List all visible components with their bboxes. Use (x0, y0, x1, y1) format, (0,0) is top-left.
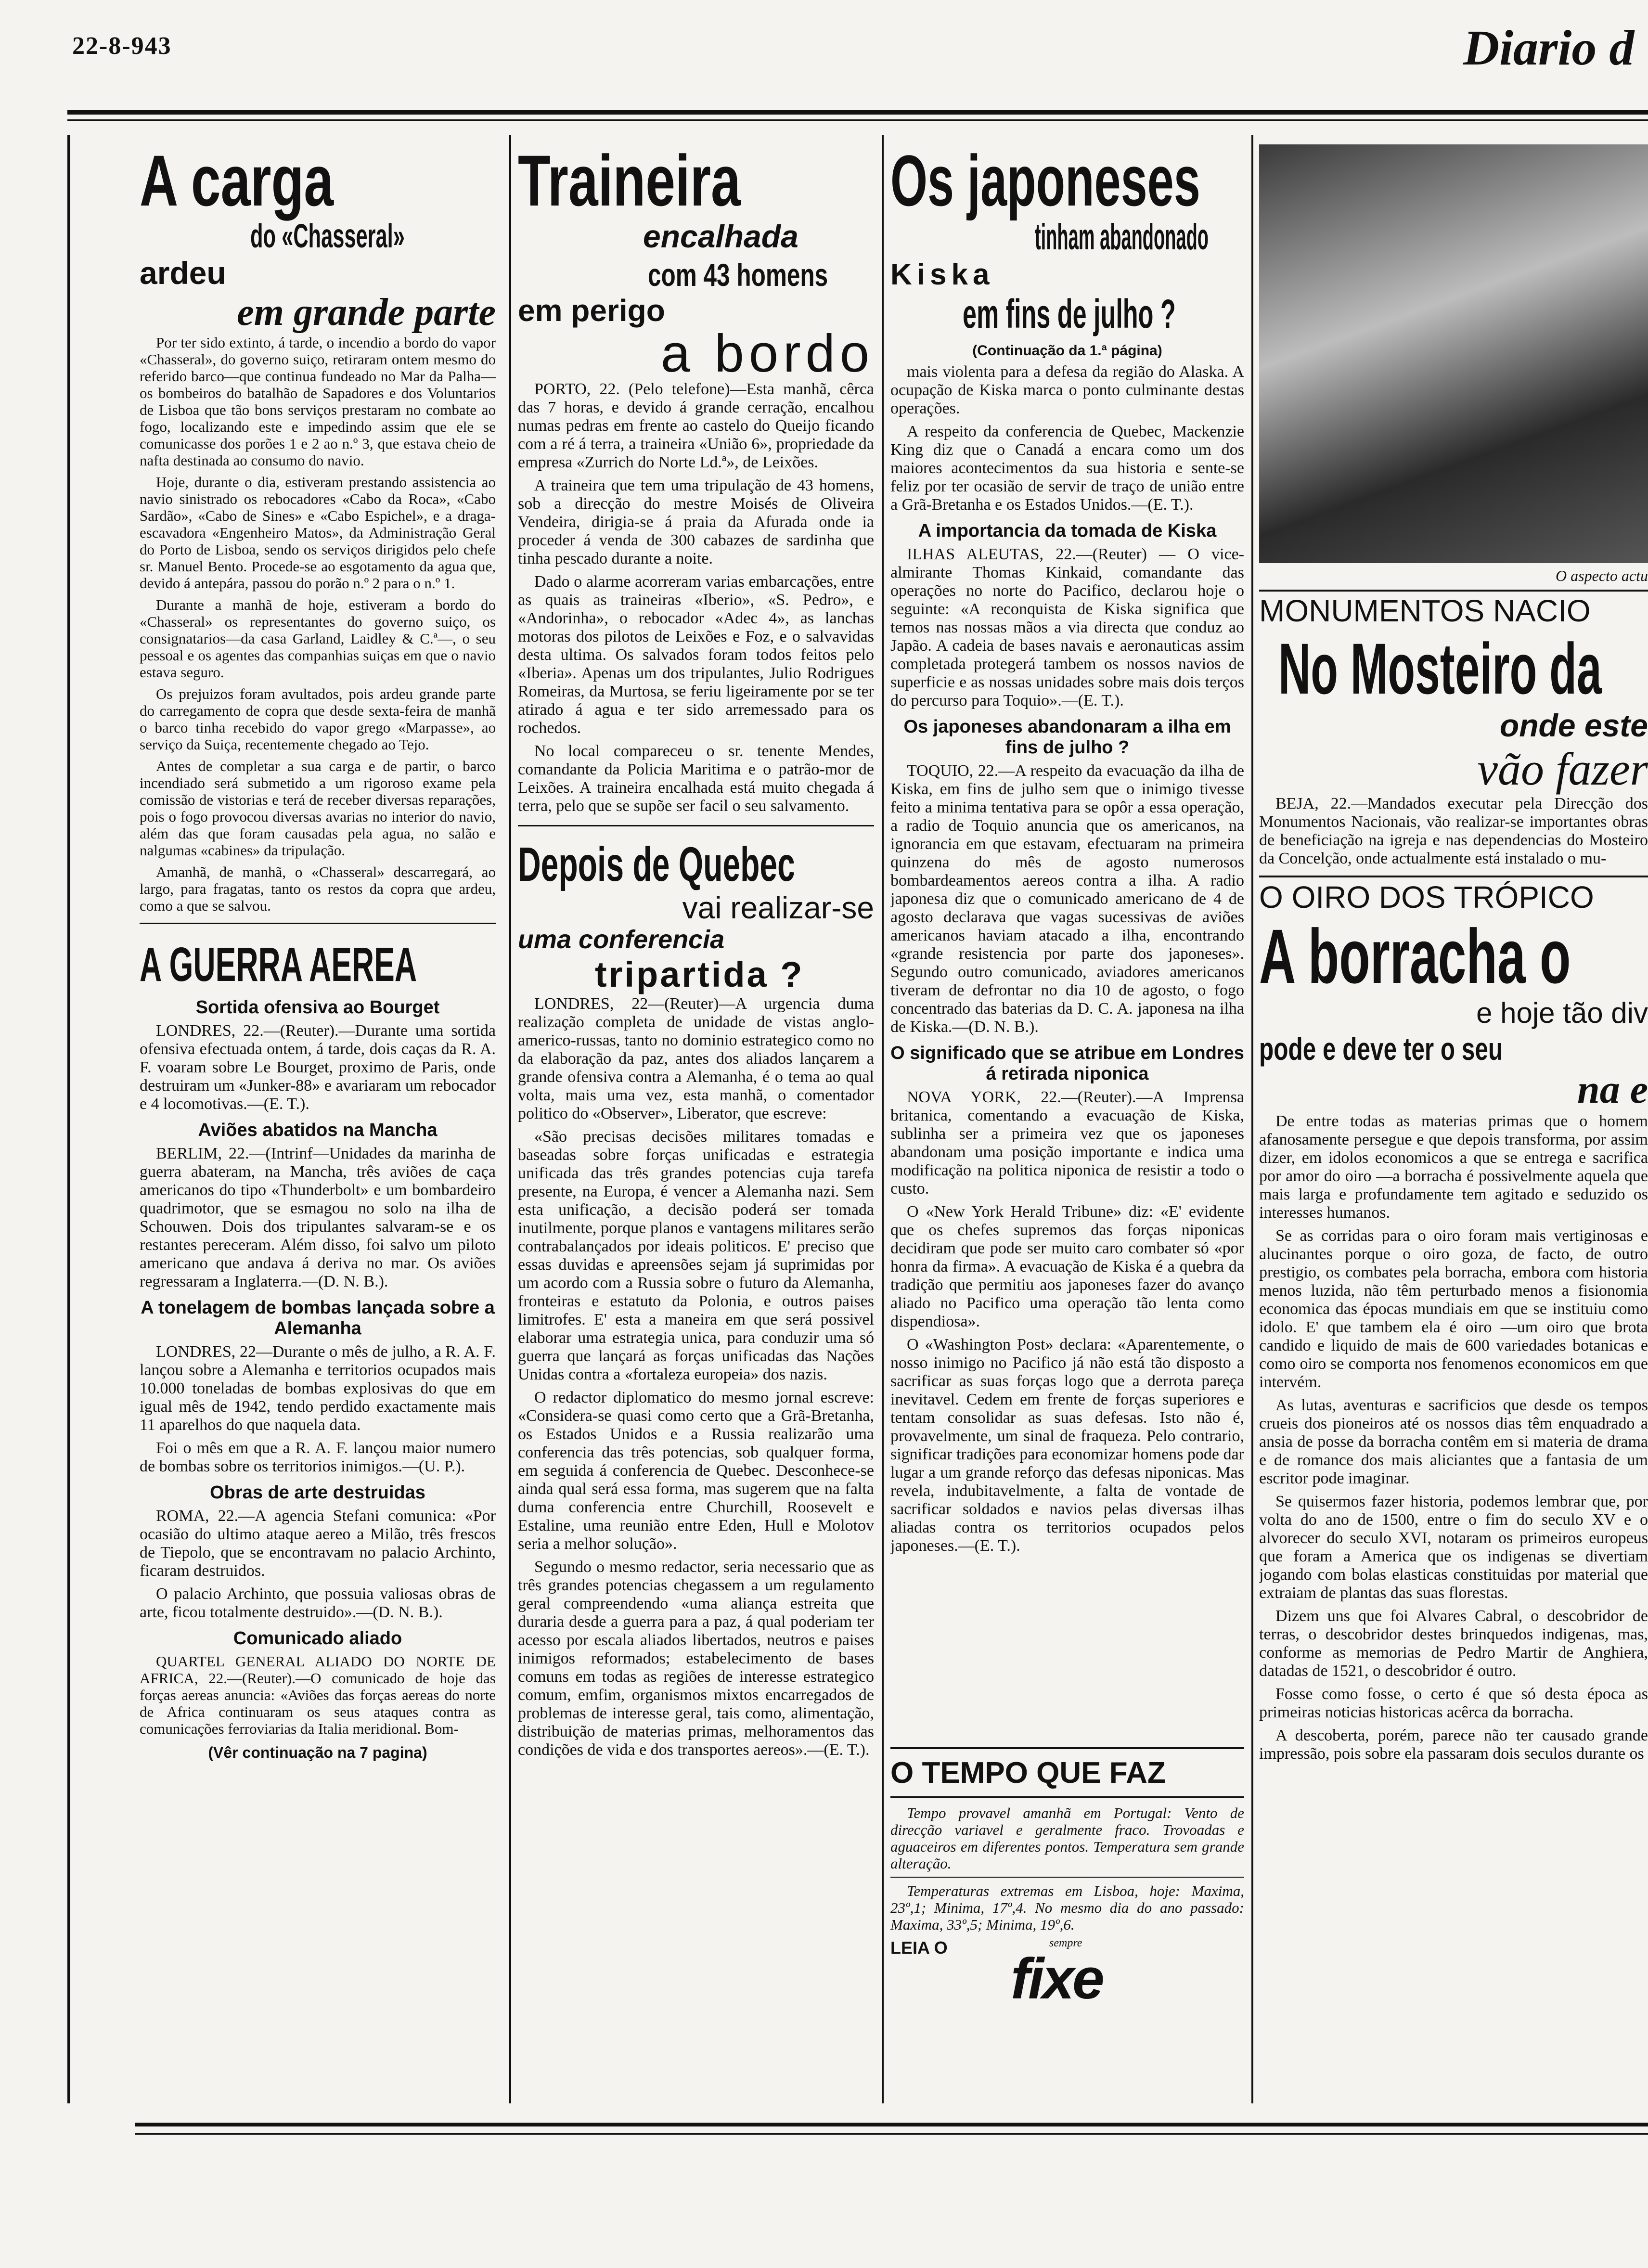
leia-label: LEIA O (890, 1938, 948, 1958)
headline-tinham-abandonado: tinham abandonado (1035, 217, 1209, 258)
article-paragraph: LONDRES, 22—Durante o mês de julho, a R. A. F. lançou sobre a Alemanha e territorios ocupados mais 10.000 toneladas de bombas explosivas do que em igual mês de 1942, tendo perdido exactamente mais 11 aparelhos do que naquela data. (140, 1343, 496, 1434)
article-paragraph: A descoberta, porém, parece não ter causado grande impressão, pois sobre ela passaram dois seculos durante os (1259, 1727, 1648, 1763)
article-paragraph: Se quisermos fazer historia, podemos lembrar que, por volta do ano de 1500, entre o fim do seculo XV e o alvorecer do seculo XVI, notaram os primeiros europeus que foram a America que os indigenas se divertiam jogando com bolas elasticas constituidas por material que extraiam de plantas das suas florestas. (1259, 1493, 1648, 1602)
page-date: 22-8-943 (72, 32, 172, 60)
headline-vai-realizar-se: vai realizar-se (682, 890, 874, 925)
top-rule-thin (67, 119, 1648, 121)
headline-hoje-tao-div: e hoje tão div (1476, 997, 1648, 1029)
headline-guerra-aerea: A GUERRA AEREA (140, 938, 417, 992)
article-paragraph: TOQUIO, 22.—A respeito da evacuação da ilha de Kiska, em fins de julho sem que o inimigo tivesse feito a minima tentativa para se opôr a essa operação, a radio de Toquio anuncia que os americanos, na ignorancia em que estavam, efectuaram na primeira quinzena do mês de agosto numerosos bombardeamentos aereos contra a ilha. A radio japonesa diz que o comunicado americano de 4 de agosto declarava que vagas sucessivas de aviões americanos haviam atacado a ilha, encontrando «grande resistencia por parte dos japoneses». Segundo outro comunicado, aviadores americanos tiveram de defrontar no dia 10 de agosto, o fogo concentrado das baterias da D. C. A. japonesa na ilha de Kiska.—(D. N. B.). (890, 762, 1244, 1036)
article-paragraph: Dado o alarme acorreram varias embarcações, entre as quais as traineiras «Iberio», «S. Pedro», e «Andorinha», o rebocador «Adec 4», as lanchas motoras dos pilotos de Leixões e Foz, e o salvavidas desta ultima. Os salvados foram todos feitos pelo «Iberia». Apenas um dos tripulantes, Julio Rodrigues Romeiras, da Murtosa, se feriu ligeiramente por se ter atirado á agua e ter sido arremessado para os rochedos. (518, 573, 874, 737)
bottom-rule-thin (135, 2133, 1648, 2135)
subhead: Comunicado aliado (233, 1628, 402, 1649)
photo-caption: O aspecto actu (1556, 567, 1648, 584)
headline-traineira: Traineira (518, 144, 741, 221)
article-paragraph: Antes de completar a sua carga e de partir, o barco incendiado será submetido a um rigoroso exame pela comissão de vistorias e terá de receber diversas reparações, pois o fogo provocou diversas avarias no interior do navio, além das que foram causadas pela agua, no salão e nalgumas «cabines» da tripulação. (140, 758, 496, 859)
article-paragraph: Hoje, durante o dia, estiveram prestando assistencia ao navio sinistrado os rebocadores «Cabo da Roca», «Cabo Sardão», «Cabo de Sines» e «Cabo Espichel», e a draga-escavadora «Engenheiro Matos», da Administração Geral do Porto de Lisboa, sendo os serviços dirigidos pelo chefe sr. Manuel Bento. Procede-se ao esgotamento da agua que, devido á antepára, passou do porão n.º 2 para o n.º 1. (140, 474, 496, 592)
headline-mosteiro: No Mosteiro da (1278, 628, 1602, 709)
subhead: Aviões abatidos na Mancha (198, 1120, 438, 1140)
subhead: A importancia da tomada de Kiska (918, 521, 1217, 541)
article-paragraph: Amanhã, de manhã, o «Chasseral» descarregará, ao largo, para fragatas, tanto os restos da copra que ardeu, como a que se salvou. (140, 863, 496, 914)
headline-pode-deve: pode e deve ter o seu (1259, 1031, 1503, 1067)
headline-a-bordo: a bordo (660, 324, 874, 383)
article-paragraph: ROMA, 22.—A agencia Stefani comunica: «Por ocasião do ultimo ataque aereo a Milão, três frescos de Tiepolo, que se encontravam no palacio Archinto, ficaram destruidos. (140, 1507, 496, 1580)
bottom-rule (135, 2123, 1648, 2126)
fixe-logo-tag: sempre (1049, 1937, 1082, 1949)
weather-forecast: Tempo provavel amanhã em Portugal: Vento de direcção variavel e geralmente fraco. Trovoadas e aguaceiros em diferentes pontos. Temperatura sem grande alteração. (890, 1804, 1244, 1872)
headline-fins-julho: em fins de julho ? (963, 291, 1176, 336)
fixe-logo-text: fixe (1011, 1946, 1103, 2011)
headline-ardeu: ardeu (140, 255, 226, 291)
headline-borracha: A borracha o (1259, 913, 1571, 999)
continuation-label: (Continuação da 1.ª página) (972, 343, 1162, 359)
article-paragraph: ILHAS ALEUTAS, 22.—(Reuter) — O vice-almirante Thomas Kinkaid, comandante das operações no norte do Pacifico, declarou hoje o seguinte: «A reconquista de Kiska significa que temos nas nossas mãos a via directa que conduz ao Japão. A cadeia de bases navais e aeronauticas assim completada protegerá tambem os nossos navios de superficie e as nossas unidades sobre mais dois terços do percurso para Toquio».—(E. T.). (890, 545, 1244, 709)
subhead: Os japoneses abandonaram a ilha em fins de julho ? (903, 717, 1231, 758)
headline-uma-conferencia: uma conferencia (518, 925, 725, 954)
article-paragraph: BERLIM, 22.—(Intrinf—Unidades da marinha de guerra abateram, na Mancha, três aviões de caça americanos do tipo «Thunderbolt» e um bombardeiro quadrimotor, que se esmagou no solo na ilha de Schouwen. Dois dos tripulantes salvaram-se e os restantes pereceram. Além disso, foi salvo um piloto americano que andava á deriva no mar. Os aviões regressaram a Inglaterra.—(D. N. B.). (140, 1145, 496, 1290)
article-paragraph: As lutas, aventuras e sacrificios que desde os tempos crueis dos pioneiros até os nossos dias têm enquadrado a ansia de posse da borracha contêm em si materia de drama e de romance dos mais aliciantes que a fantasia de um escritor pode imaginar. (1259, 1396, 1648, 1487)
article-paragraph: Fosse como fosse, o certo é que só desta época as primeiras noticias historicas acêrca da borracha. (1259, 1685, 1648, 1721)
article-paragraph: QUARTEL GENERAL ALIADO DO NORTE DE AFRICA, 22.—(Reuter).—O comunicado de hoje das forças aereas anuncia: «Aviões das forças aereas do norte de Africa continuaram os seus ataques contra as comunicações ferroviarias da Italia meridional. Bom- (140, 1653, 496, 1737)
article-paragraph: O redactor diplomatico do mesmo jornal escreve: «Considera-se quasi como certo que a Grã-Bretanha, os Estados Unidos e a Russia realizarão uma conferencia das três potencias, sob qualquer forma, em seguida á conferencia de Quebec. Desconhece-se ainda qual será essa forma, mas sugerem que na falta duma conferencia entre Churchill, Roosevelt e Estaline, uma reunião entre Eden, Hull e Molotov seria a melhor solução». (518, 1389, 874, 1553)
column-chasseral (140, 144, 496, 2108)
headline-a-carga: A carga (140, 144, 334, 221)
headline-encalhada: encalhada (643, 219, 798, 254)
article-paragraph: O palacio Archinto, que possuia valiosas obras de arte, ficou totalmente destruido».—(D. N. B.). (140, 1585, 496, 1621)
article-paragraph: Foi o mês em que a R. A. F. lançou maior numero de bombas sobre os territorios inimigos.—(U. P.). (140, 1439, 496, 1475)
article-paragraph: Dizem uns que foi Alvares Cabral, o descobridor de terras, o descobridor destes brinquedos indigenas, mas, conforme as memorias de Pedro Martir de Anghiera, datadas de 1521, o descobridor é outro. (1259, 1607, 1648, 1680)
article-paragraph: O «New York Herald Tribune» diz: «E' evidente que os chefes supremos das forças niponicas decidiram que pode ser muito caro combater só «por honra da firma». A evacuação de Kiska é a quebra da tradição que permitiu aos japoneses fazer do avanço aliado no Pacifico uma operação tão lenta como dispendiosa». (890, 1203, 1244, 1330)
column-divider (882, 135, 884, 2103)
headline-43-homens: com 43 homens (648, 257, 828, 293)
fixe-logo (1011, 1937, 1103, 2011)
article-paragraph: Os prejuizos foram avultados, pois ardeu grande parte do carregamento de copra que desde sexta-feira de manhã o barco tinha recebido do vapor grego «Marpasse», ao serviço da Suiça, recentemente chegado ao Tejo. (140, 685, 496, 753)
article-paragraph: LONDRES, 22.—(Reuter).—Durante uma sortida ofensiva efectuada ontem, á tarde, dois caças da R. A. F. voaram sobre Le Bourget, proximo de Paris, onde destruiram um «Junker-88» e avariaram um rebocador e 4 locomotivas.—(E. T.). (140, 1022, 496, 1113)
headline-kiska: Kiska (890, 258, 994, 291)
column-divider (1251, 135, 1253, 2103)
subhead: Obras de arte destruidas (210, 1482, 425, 1503)
headline-vao-fazer: vão fazer (1477, 743, 1648, 795)
weather-temperatures: Temperaturas extremas em Lisboa, hoje: Maxima, 23º,1; Minima, 17º,4. No mesmo dia do ano passado: Maxima, 33º,5; Minima, 19º,6. (890, 1877, 1244, 1933)
subhead: A tonelagem de bombas lançada sobre a Alemanha (141, 1298, 495, 1339)
section-monumentos: MONUMENTOS NACIO (1259, 593, 1591, 628)
article-paragraph: LONDRES, 22—(Reuter)—A urgencia duma realização completa de unidade de vistas anglo-americo-russas, tanto no dominio estrategico como no da elaboração da paz, antes dos aliados lançarem a grande ofensiva contra a Alemanha, é o tema ao qual volta, mais uma vez, esta manhã, o comentador politico do «Observer», Liberator, que escreve: (518, 995, 874, 1122)
article-paragraph: Se as corridas para o oiro foram mais vertiginosas e alucinantes porque o oiro goza, de facto, de outro prestigio, os combates pela borracha, embora com historia menos luzida, não têm perturbado menos a fisionomia economica das épocas mundiais em que se instituiu como idolo. E' que tambem ela é oiro —um oiro que brota candido e liquido de mais de 600 variedades botanicas e como oiro se comporta nos fenomenos economicos em que intervém. (1259, 1227, 1648, 1391)
article-paragraph: mais violenta para a defesa da região do Alaska. A ocupação de Kiska marca o ponto culminante destas operações. (890, 363, 1244, 417)
section-oiro: O OIRO DOS TRÓPICO (1259, 880, 1594, 915)
headline-chasseral: do «Chasseral» (250, 217, 405, 255)
headline-em-perigo: em perigo (518, 293, 665, 328)
column-traineira (518, 144, 874, 2108)
subhead: O significado que se atribue em Londres á retirada niponica (890, 1043, 1244, 1084)
headline-tripartida: tripartida ? (595, 954, 804, 994)
article-paragraph: PORTO, 22. (Pelo telefone)—Esta manhã, cêrca das 7 horas, e devido á grande cerração, encalhou numas pedras em frente ao castelo do Queijo ficando com a ré á terra, a traineira «União 6», propriedade da empresa «Zurrich do Norte Ld.ª», de Leixões. (518, 380, 874, 471)
headline-em-grande-parte: em grande parte (237, 291, 496, 334)
weather-title: O TEMPO QUE FAZ (890, 1756, 1166, 1790)
article-paragraph: BEJA, 22.—Mandados executar pela Direcção dos Monumentos Nacionais, vão realizar-se importantes obras de beneficiação na igreja e nas dependencias do Mosteiro da Concelção, onde actualmente está instalado o mu- (1259, 795, 1648, 867)
article-paragraph: «São precisas decisões militares tomadas e baseadas sobre forças unificadas e estrategia unificada das três grandes potencias cuja tarefa presente, na Europa, é vencer a Alemanha nazi. Sem esta unificação, a decisão poderá ser tomada inutilmente, porque planos e vantagens militares serão contrabalançados por ideais politicos. E' preciso que essas duvidas e apreensões sejam já suprimidas por um acordo com a Russia sobre o futuro da Alemanha, fronteiras e estatuto da Polonia, e outros paises limitrofes. E' esta a maneira em que será possivel elaborar uma estrategia unica, para conduzir uma só guerra que lançará as forças unificadas das Nações Unidas contra a «fortaleza europeia» dos nazis. (518, 1128, 874, 1383)
headline-na-e: na e (1577, 1067, 1648, 1112)
article-paragraph: No local compareceu o sr. tenente Mendes, comandante da Policia Maritima e o patrão-mor de Leixões. A traineira encalhada está muito chegada á terra, pelo que se supõe ser facil o seu salvamento. (518, 742, 874, 815)
article-paragraph: A traineira que tem uma tripulação de 43 homens, sob a direcção do mestre Moisés de Oliveira Vendeira, dirigia-se á praia da Afurada onde ia proceder á venda de 300 cabazes de sardinha que tinha pescado durante a noite. (518, 477, 874, 567)
article-paragraph: NOVA YORK, 22.—(Reuter).—A Imprensa britanica, comentando a evacuação de Kiska, sublinha ser a primeira vez que os japoneses abandonam uma posição importante e indica uma modificação na politica niponica de resistir a todo o custo. (890, 1088, 1244, 1198)
column-monumentos (1259, 563, 1648, 2113)
weather-box (890, 1747, 1244, 2019)
subhead: Sortida ofensiva ao Bourget (195, 997, 440, 1018)
column-divider (509, 135, 511, 2103)
article-paragraph: Por ter sido extinto, á tarde, o incendio a bordo do vapor «Chasseral», do governo suiço, retiraram ontem mesmo do referido barco—que continua fundeado no Mar da Palha—os bombeiros do batalhão de Sapadores e dos Voluntarios de Lisboa que tão bons serviços prestaram no combate ao fogo, localizando este e impedindo assim que ele se comunicasse dos porões 1 e 2 ao n.º 3, que estava cheio de nafta destinada ao consumo do navio. (140, 334, 496, 469)
article-paragraph: A respeito da conferencia de Quebec, Mackenzie King diz que o Canadá a encara como um dos maiores acontecimentos da sua historia e sente-se feliz por ter ocasião de servir de traço de união entre a Grã-Bretanha e os Estados Unidos.—(E. T.). (890, 423, 1244, 514)
top-rule (67, 110, 1648, 115)
continuation-note: (Vêr continuação na 7 pagina) (208, 1744, 427, 1761)
article-paragraph: Segundo o mesmo redactor, seria necessario que as três grandes potencias chegassem a um regulamento geral compreendendo «uma aliança estreita que duraria desde a guerra para a paz, á qual poderiam ter acesso por escala aliados libertados, neutros e paises inimigos reformados; estabelecimento de bases comuns em todas as regiões de interesse estrategico comum, emfim, organismos mixtos encarregados de problemas de interesse geral, tais como, alimentação, distribuição de materias primas, melhoramentos das condições de vida e dos transportes aereos».—(E. T.). (518, 1558, 874, 1759)
monument-photo (1259, 144, 1648, 563)
left-border (67, 135, 70, 2103)
headline-os-japoneses: Os japoneses (890, 144, 1200, 221)
article-paragraph: De entre todas as materias primas que o homem afanosamente persegue e que depois transforma, por assim dizer, em idolos economicos a que se entrega e sacrifica por amor do oiro —a borracha é possivelmente aquela que mais larga e profundamente tem agitado e seduzido os interesses humanos. (1259, 1112, 1648, 1222)
headline-depois-quebec: Depois de Quebec (518, 838, 795, 891)
masthead: Diario d (1463, 20, 1635, 76)
article-paragraph: Durante a manhã de hoje, estiveram a bordo do «Chasseral» os representantes do governo suiço, os consignatarios—da casa Garland, Laidley & C.ª—, o seu pessoal e os agentes das companhias suiças em que o navio estava seguro. (140, 596, 496, 681)
article-paragraph: O «Washington Post» declara: «Aparentemente, o nosso inimigo no Pacifico já não está tão disposto a sacrificar as suas forças logo que a derrota pareça inevitavel. Cedem em frente de forças superiores e tentam consolidar as suas defesas. Isto não é, provavelmente, um sinal de fraqueza. Pelo contrario, significar tradições para economizar homens pode dar lugar a um grande reforço das defesas niponicas. Mas revela, indubitavelmente, a falta de vontade de sacrificar soldados e navios pelas diversas ilhas aliadas contra os territorios ocupados pelos japoneses.—(E. T.). (890, 1336, 1244, 1555)
headline-onde-este: onde este (1499, 708, 1648, 743)
